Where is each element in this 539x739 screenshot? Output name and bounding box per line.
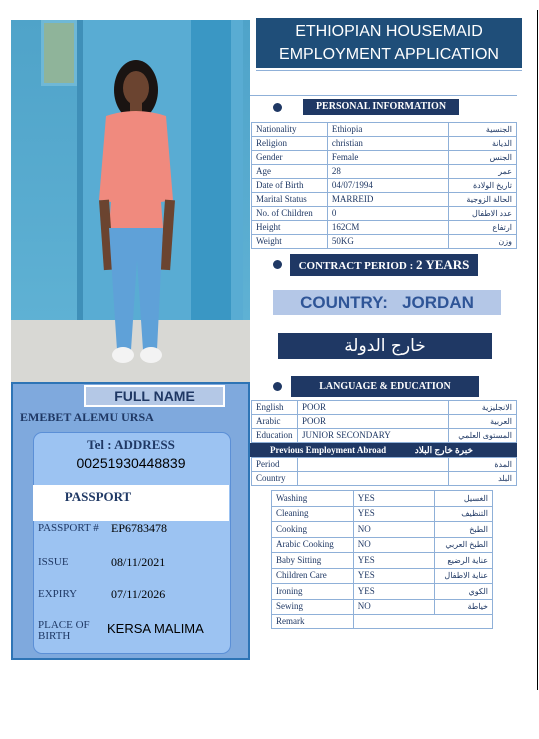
- row-arabic: الجنسية: [449, 123, 517, 137]
- table-row: [252, 137, 517, 151]
- contract-period-value: 2 YEARS: [416, 257, 470, 272]
- row-arabic: وزن: [449, 235, 517, 249]
- row-label: Date of Birth: [252, 179, 328, 193]
- row-value: YES: [353, 491, 434, 507]
- title-line-2: EMPLOYMENT APPLICATION: [279, 46, 499, 63]
- row-arabic: الجنس: [449, 151, 517, 165]
- row-value: MARREID: [327, 193, 448, 207]
- previous-employment-arabic: خبرة خارج البلاد: [414, 445, 473, 455]
- previous-employment-table: [251, 457, 517, 486]
- row-arabic: ارتفاع: [449, 221, 517, 235]
- row-value: Ethiopia: [327, 123, 448, 137]
- row-label: Country: [252, 472, 298, 486]
- page-title: [256, 18, 522, 68]
- row-label: Arabic Cooking: [272, 537, 354, 553]
- bullet-icon: [273, 382, 282, 391]
- row-label: English: [252, 401, 298, 415]
- table-row: [252, 179, 517, 193]
- row-arabic: خياطة: [435, 599, 493, 615]
- row-value: YES: [353, 584, 434, 600]
- table-row: [252, 165, 517, 179]
- row-arabic: الطبخ: [435, 522, 493, 538]
- contract-period-label: CONTRACT PERIOD :: [298, 260, 414, 272]
- issue-date: 08/11/2021: [111, 555, 166, 569]
- skills-table: [271, 490, 493, 629]
- table-row: [272, 506, 493, 522]
- row-arabic: الحالة الزوجية: [449, 193, 517, 207]
- row-arabic: البلد: [449, 472, 517, 486]
- phone-number: 00251930448839: [76, 455, 186, 471]
- row-arabic: عدد الاطفال: [449, 207, 517, 221]
- row-label: Ironing: [272, 584, 354, 600]
- remark-row: [272, 615, 493, 629]
- table-row: [252, 415, 517, 429]
- full-name-label: FULL NAME: [84, 385, 225, 407]
- contract-period: [290, 254, 478, 276]
- bullet-icon: [273, 260, 282, 269]
- row-label: Children Care: [272, 568, 354, 584]
- passport-number: EP6783478: [111, 521, 168, 535]
- row-arabic: الانجليزية: [449, 401, 517, 415]
- row-label: Nationality: [252, 123, 328, 137]
- row-value: NO: [353, 522, 434, 538]
- applicant-name: EMEBET ALEMU URSA: [20, 410, 154, 424]
- row-value: [297, 458, 448, 472]
- row-arabic: العربية: [449, 415, 517, 429]
- row-arabic: تاريخ الولادة: [449, 179, 517, 193]
- table-row: [252, 401, 517, 415]
- title-line-1: ETHIOPIAN HOUSEMAID: [295, 23, 483, 40]
- table-row: [272, 568, 493, 584]
- language-table: [251, 400, 517, 443]
- table-row: [272, 522, 493, 538]
- row-value: christian: [327, 137, 448, 151]
- bullet-icon: [273, 103, 282, 112]
- table-row: [272, 599, 493, 615]
- person-figure: [81, 50, 191, 380]
- table-row: [252, 235, 517, 249]
- table-row: [252, 458, 517, 472]
- language-heading: LANGUAGE & EDUCATION: [291, 376, 479, 397]
- row-value: Female: [327, 151, 448, 165]
- row-label: Education: [252, 429, 298, 443]
- country-value: JORDAN: [402, 293, 474, 312]
- row-value: YES: [353, 568, 434, 584]
- row-value: [297, 472, 448, 486]
- issue-label: ISSUE: [38, 556, 69, 568]
- table-row: [252, 221, 517, 235]
- table-row: [252, 123, 517, 137]
- passport-label: PASSPORT: [64, 489, 132, 504]
- row-value: POOR: [297, 415, 448, 429]
- table-row: [252, 151, 517, 165]
- row-label: Gender: [252, 151, 328, 165]
- divider: [250, 95, 517, 96]
- previous-employment-label: Previous Employment Abroad: [270, 445, 387, 455]
- birth-place: KERSA MALIMA: [107, 621, 204, 636]
- row-arabic: الطبخ العربي: [435, 537, 493, 553]
- tel-address-label: Tel : ADDRESS: [87, 437, 175, 452]
- row-value: 28: [327, 165, 448, 179]
- row-arabic: عمر: [449, 165, 517, 179]
- passport-number-label: PASSPORT #: [38, 522, 99, 534]
- row-label: Arabic: [252, 415, 298, 429]
- row-value: 50KG: [327, 235, 448, 249]
- country-label: COUNTRY:: [300, 293, 388, 312]
- table-row: [252, 472, 517, 486]
- row-arabic: التنظيف: [435, 506, 493, 522]
- table-row: [252, 193, 517, 207]
- row-value: 04/07/1994: [327, 179, 448, 193]
- row-arabic: المدة: [449, 458, 517, 472]
- previous-employment-heading: [250, 443, 517, 457]
- row-label: No. of Children: [252, 207, 328, 221]
- row-label: Height: [252, 221, 328, 235]
- row-value: 0: [327, 207, 448, 221]
- row-value: JUNIOR SECONDARY: [297, 429, 448, 443]
- row-arabic: الغسيل: [435, 491, 493, 507]
- row-label: Age: [252, 165, 328, 179]
- row-value: YES: [353, 506, 434, 522]
- row-value: 162CM: [327, 221, 448, 235]
- row-label: Marital Status: [252, 193, 328, 207]
- personal-info-table: [251, 122, 517, 249]
- row-value: YES: [353, 553, 434, 569]
- row-arabic: الكوي: [435, 584, 493, 600]
- row-label: Religion: [252, 137, 328, 151]
- table-row: [272, 584, 493, 600]
- row-label: Cooking: [272, 522, 354, 538]
- row-label: Baby Sitting: [272, 553, 354, 569]
- row-arabic: الديانة: [449, 137, 517, 151]
- row-label: Weight: [252, 235, 328, 249]
- outside-country-arabic: خارج الدولة: [278, 333, 492, 359]
- birth-place-label: PLACE OF BIRTH: [38, 619, 90, 642]
- remark-label: Remark: [272, 615, 354, 629]
- row-label: Cleaning: [272, 506, 354, 522]
- table-row: [252, 207, 517, 221]
- row-value: NO: [353, 599, 434, 615]
- table-row: [252, 429, 517, 443]
- row-label: Sewing: [272, 599, 354, 615]
- row-label: Washing: [272, 491, 354, 507]
- expiry-date: 07/11/2026: [111, 587, 166, 601]
- applicant-photo: [11, 20, 250, 382]
- expiry-label: EXPIRY: [38, 588, 78, 600]
- destination-country: [273, 290, 501, 315]
- row-arabic: عناية الاطفال: [435, 568, 493, 584]
- title-underline: [256, 70, 522, 71]
- table-row: [272, 537, 493, 553]
- table-row: [272, 491, 493, 507]
- page-border: [537, 10, 538, 690]
- row-value: NO: [353, 537, 434, 553]
- personal-info-heading: PERSONAL INFORMATION: [303, 99, 459, 115]
- row-label: Period: [252, 458, 298, 472]
- row-arabic: المستوى العلمي: [449, 429, 517, 443]
- row-arabic: عناية الرضيع: [435, 553, 493, 569]
- row-value: POOR: [297, 401, 448, 415]
- table-row: [272, 553, 493, 569]
- remark-value: [353, 615, 492, 629]
